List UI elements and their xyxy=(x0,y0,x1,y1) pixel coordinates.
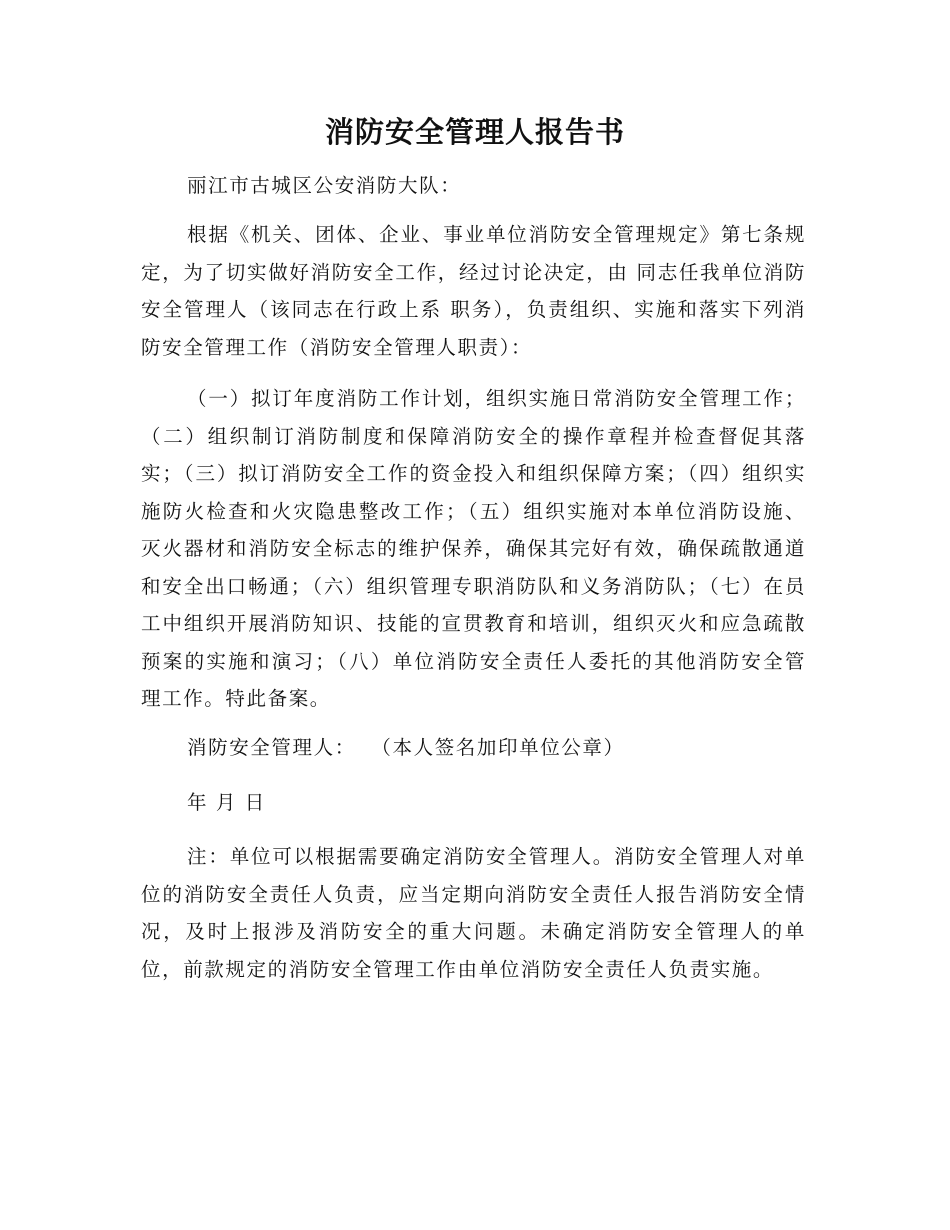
date-line: 年 月 日 xyxy=(187,791,266,814)
intro-paragraph: 根据《机关、团体、企业、事业单位消防安全管理规定》第七条规定，为了切实做好消防安全工作，经过讨论决定，由 同志任我单位消防安全管理人（该同志在行政上系 职务），负责组织、实施和落实下列消防安全管理工作（消防安全管理人职责）： xyxy=(141,223,806,359)
signature-line: 消防安全管理人： （本人签名加印单位公章） xyxy=(187,736,625,759)
addressee-line: 丽江市古城区公安消防大队： xyxy=(187,174,462,197)
duties-paragraph: （一）拟订年度消防工作计划，组织实施日常消防安全管理工作；（二）组织制订消防制度和保障消防安全的操作章程并检查督促其落实；（三）拟订消防安全工作的资金投入和组织保障方案；（四）组织实施防火检查和火灾隐患整改工作；（五）组织实施对本单位消防设施、灭火器材和消防安全标志的维护保养，确保其完好有效，确保疏散通道和安全出口畅通；（六）组织管理专职消防队和义务消防队；（七）在员工中组织开展消防知识、技能的宣贯教育和培训，组织灭火和应急疏散预案的实施和演习；（八）单位消防安全责任人委托的其他消防安全管理工作。特此备案。 xyxy=(141,387,806,710)
note-paragraph: 注：单位可以根据需要确定消防安全管理人。消防安全管理人对单位的消防安全责任人负责，应当定期向消防安全责任人报告消防安全情况，及时上报涉及消防安全的重大问题。未确定消防安全管理人的单位，前款规定的消防安全管理工作由单位消防安全责任人负责实施。 xyxy=(141,845,806,981)
document-title: 消防安全管理人报告书 xyxy=(324,115,625,149)
